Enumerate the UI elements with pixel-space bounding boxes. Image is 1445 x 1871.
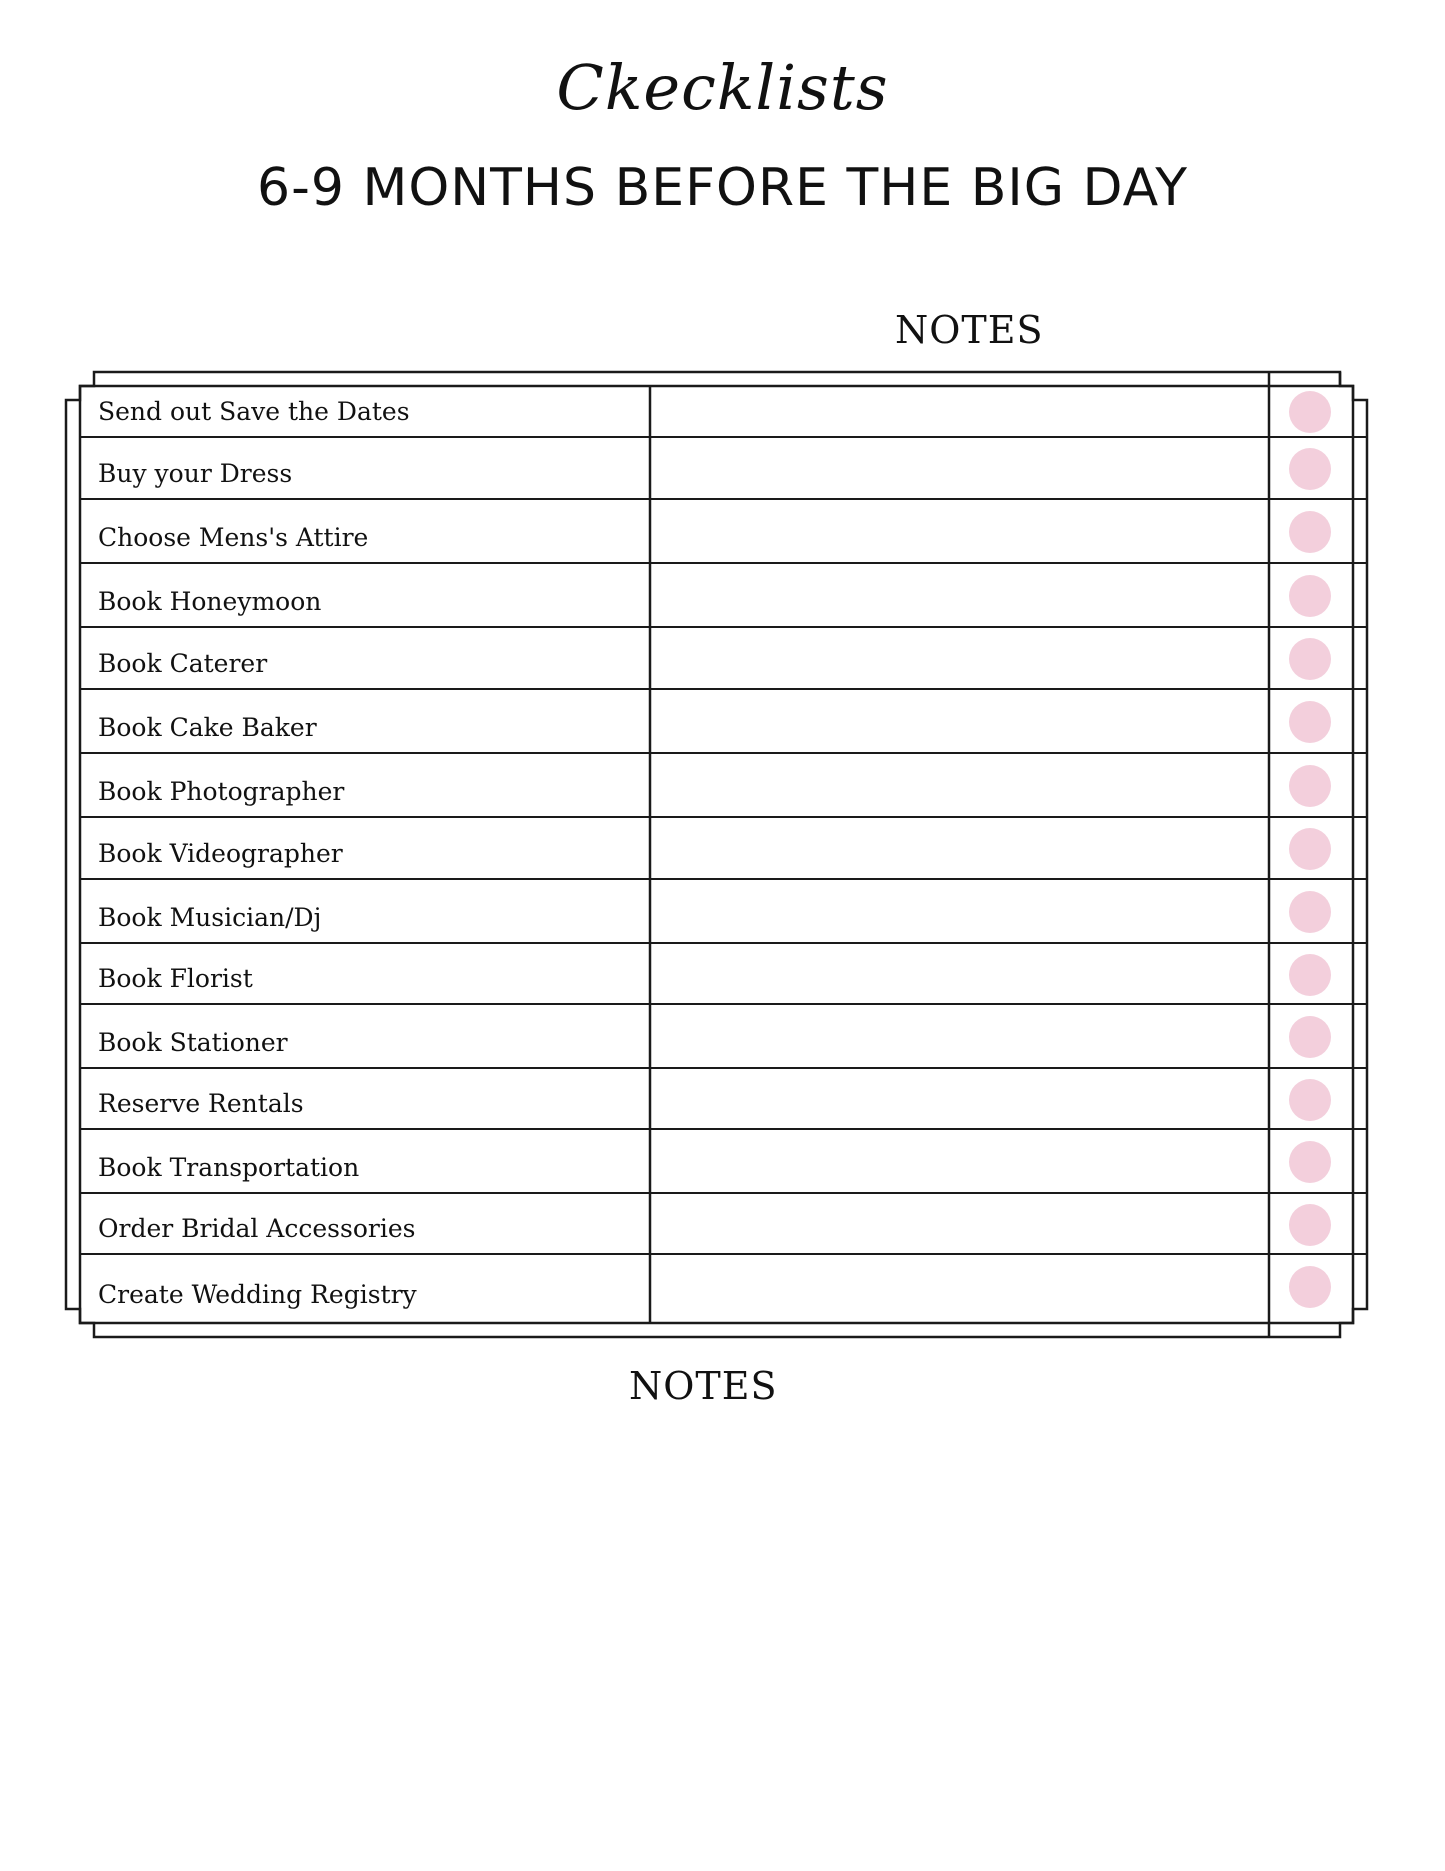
checklist-item-checkbox[interactable] <box>1289 954 1331 996</box>
script-title: Ckecklists <box>556 51 889 124</box>
list-item <box>80 1005 1366 1069</box>
list-item <box>80 754 1366 818</box>
checklist-item-checkbox[interactable] <box>1289 448 1331 490</box>
list-item <box>80 500 1366 564</box>
list-item <box>80 386 1366 438</box>
checklist-item-checkbox[interactable] <box>1289 638 1331 680</box>
checklist-item-checkbox[interactable] <box>1289 701 1331 743</box>
checklist-item-label: Book Caterer <box>98 649 268 678</box>
checklist-item-checkbox[interactable] <box>1289 391 1331 433</box>
checklist-item-checkbox[interactable] <box>1289 1266 1331 1308</box>
checklist-item-notes-field[interactable] <box>650 754 1270 816</box>
list-item <box>80 880 1366 944</box>
checklist-item-label: Book Photographer <box>98 777 345 806</box>
checklist-item-notes-field[interactable] <box>650 438 1270 498</box>
notes-column-header: NOTES <box>895 308 1044 352</box>
checklist-item-label: Book Honeymoon <box>98 587 322 616</box>
checklist-item-checkbox[interactable] <box>1289 765 1331 807</box>
list-item <box>80 690 1366 754</box>
checklist-item-checkbox[interactable] <box>1289 1204 1331 1246</box>
checklist-item-notes-field[interactable] <box>650 880 1270 942</box>
checklist-item-notes-field[interactable] <box>650 1255 1270 1319</box>
checklist-item-label: Book Stationer <box>98 1028 288 1057</box>
checklist-item-notes-field[interactable] <box>650 1005 1270 1067</box>
checklist-item-checkbox[interactable] <box>1289 1016 1331 1058</box>
list-item <box>80 1194 1366 1255</box>
checklist-item-notes-field[interactable] <box>650 690 1270 752</box>
checklist-item-label: Book Transportation <box>98 1153 360 1182</box>
checklist-item-checkbox[interactable] <box>1289 1079 1331 1121</box>
checklist-item-checkbox[interactable] <box>1289 828 1331 870</box>
checklist-item-notes-field[interactable] <box>650 818 1270 878</box>
checklist-item-checkbox[interactable] <box>1289 891 1331 933</box>
checklist-item-notes-field[interactable] <box>650 944 1270 1003</box>
checklist-rows <box>80 386 1366 1319</box>
checklist-item-notes-field[interactable] <box>650 386 1270 436</box>
list-item <box>80 1255 1366 1319</box>
list-item <box>80 628 1366 690</box>
checklist-item-checkbox[interactable] <box>1289 511 1331 553</box>
list-item <box>80 564 1366 628</box>
checklist-item-label: Book Videographer <box>98 839 343 868</box>
list-item <box>80 1130 1366 1194</box>
checklist-item-label: Choose Mens's Attire <box>98 523 369 552</box>
checklist-item-notes-field[interactable] <box>650 1194 1270 1253</box>
checklist-item-notes-field[interactable] <box>650 1130 1270 1192</box>
page-title: 6-9 MONTHS BEFORE THE BIG DAY <box>257 158 1188 218</box>
checklist-item-label: Book Cake Baker <box>98 713 317 742</box>
list-item <box>80 944 1366 1005</box>
checklist-item-notes-field[interactable] <box>650 564 1270 626</box>
checklist-item-notes-field[interactable] <box>650 500 1270 562</box>
checklist-item-notes-field[interactable] <box>650 628 1270 688</box>
checklist-item-checkbox[interactable] <box>1289 575 1331 617</box>
checklist-item-label: Buy your Dress <box>98 459 293 488</box>
list-item <box>80 818 1366 880</box>
checklist-item-label: Create Wedding Registry <box>98 1280 417 1309</box>
checklist-item-label: Reserve Rentals <box>98 1089 304 1118</box>
checklist-item-notes-field[interactable] <box>650 1069 1270 1128</box>
checklist-item-label: Book Florist <box>98 964 253 993</box>
checklist-item-label: Order Bridal Accessories <box>98 1214 416 1243</box>
checklist-item-label: Send out Save the Dates <box>98 397 410 426</box>
checklist-item-label: Book Musician/Dj <box>98 903 322 932</box>
list-item <box>80 1069 1366 1130</box>
checklist-item-checkbox[interactable] <box>1289 1141 1331 1183</box>
list-item <box>80 438 1366 500</box>
notes-footer-heading: NOTES <box>629 1364 778 1408</box>
